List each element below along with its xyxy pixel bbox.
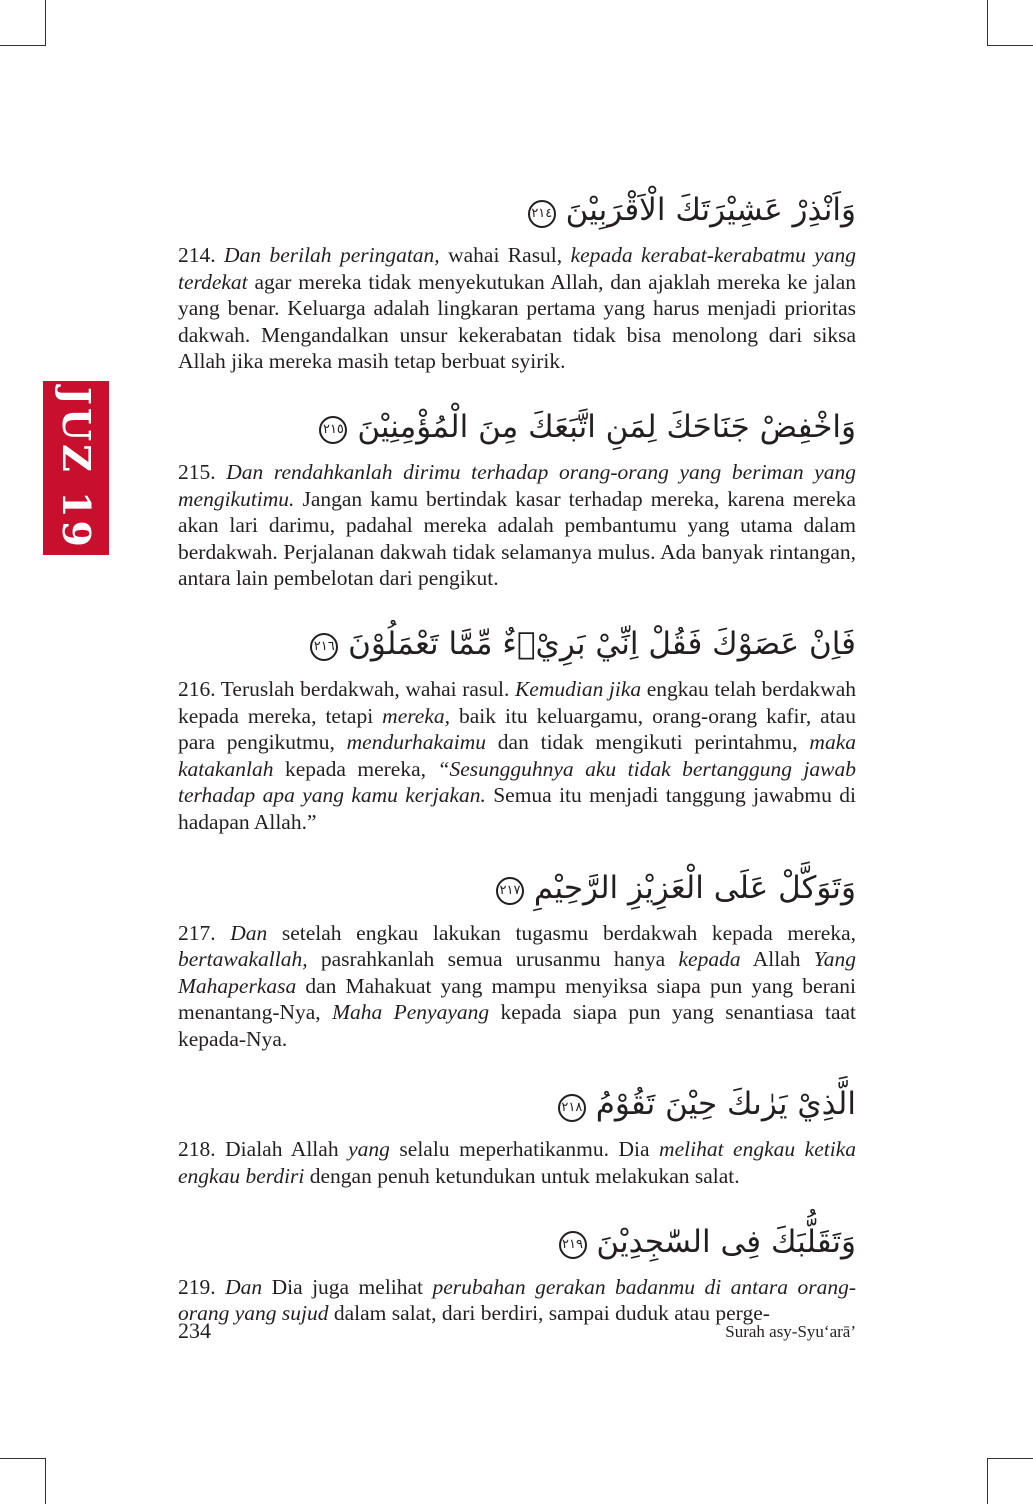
- translation-italic-segment: maka katakanlah: [178, 730, 856, 781]
- juz-tab: [43, 381, 109, 555]
- translation-segment: 215.: [178, 459, 227, 484]
- verse-number-badge: ٢١٤: [528, 200, 556, 228]
- verse-translation: [178, 459, 856, 592]
- verse-list: [178, 178, 856, 1347]
- arabic-verse-text: وَاَنْذِرْ عَشِيْرَتَكَ الْاَقْرَبِيْنَ: [565, 192, 856, 228]
- verse-translation: [178, 676, 856, 836]
- translation-segment: Dia juga melihat: [262, 1274, 433, 1299]
- verse-translation: [178, 1274, 856, 1327]
- translation-italic-segment: Dan: [225, 1274, 263, 1299]
- translation-segment: dengan penuh ketundukan untuk melakukan salat.: [304, 1164, 740, 1189]
- arabic-verse: [178, 856, 856, 920]
- translation-segment: 217.: [178, 920, 231, 945]
- crop-mark: [987, 45, 1033, 46]
- verse-block: [178, 856, 856, 1053]
- verse-block: [178, 178, 856, 375]
- translation-segment: baik itu keluargamu, orang-orang kafir, atau para pengikutmu,: [178, 703, 856, 755]
- translation-italic-segment: Maha Penyayang: [332, 1000, 490, 1025]
- verse-block: [178, 1072, 856, 1189]
- crop-mark: [45, 0, 46, 46]
- crop-mark: [45, 1458, 46, 1504]
- translation-segment: 216. Teruslah berdakwah, wahai rasul.: [178, 676, 515, 701]
- translation-italic-segment: Dan rendahkanlah dirimu terhadap orang-orang yang beriman yang mengikutimu.: [178, 459, 856, 511]
- juz-label: JUZ 19: [53, 386, 99, 550]
- translation-italic-segment: “Sesungguhnya aku tidak bertanggung jawab terhadap apa yang kamu kerjakan.: [178, 756, 857, 808]
- crop-mark: [987, 0, 988, 46]
- translation-segment: kepada mereka,: [273, 756, 438, 781]
- translation-italic-segment: perubahan gerakan badanmu di antara orang-orang yang sujud: [178, 1274, 857, 1326]
- translation-italic-segment: mereka,: [382, 703, 451, 728]
- crop-mark: [0, 1458, 46, 1459]
- arabic-verse: [178, 395, 856, 459]
- translation-italic-segment: Kemudian jika: [514, 676, 642, 701]
- translation-segment: dan Mahakuat yang mampu menyiksa siapa pun yang berani menantang-Nya,: [178, 973, 856, 1025]
- translation-italic-segment: melihat engkau ketika engkau berdiri: [178, 1137, 856, 1189]
- verse-translation: [178, 1136, 856, 1189]
- translation-italic-segment: kepada kerabat-kerabatmu yang terdekat: [178, 243, 857, 294]
- translation-italic-segment: mendurhakaimu: [346, 730, 486, 755]
- arabic-verse: [178, 612, 856, 676]
- page-number: 234: [178, 1318, 211, 1343]
- arabic-verse: [178, 178, 856, 242]
- translation-italic-segment: bertawakallah,: [178, 947, 308, 972]
- translation-segment: dalam salat, dari berdiri, sampai duduk atau perge-: [328, 1301, 770, 1326]
- translation-segment: pasrahkanlah semua urusanmu hanya: [307, 947, 679, 972]
- verse-block: [178, 612, 856, 836]
- translation-italic-segment: kepada: [678, 947, 741, 972]
- translation-segment: setelah engkau lakukan tugasmu berdakwah kepada mereka,: [267, 920, 856, 945]
- crop-mark: [987, 1458, 988, 1504]
- verse-block: [178, 395, 856, 592]
- verse-number-badge: ٢١٨: [558, 1094, 586, 1122]
- verse-block: [178, 1210, 856, 1327]
- verse-number-badge: ٢١٩: [559, 1231, 587, 1259]
- translation-italic-segment: Yang Mahaperkasa: [178, 947, 856, 998]
- translation-segment: 214.: [178, 243, 225, 267]
- translation-segment: wahai Rasul,: [439, 243, 571, 267]
- translation-segment: 218. Dialah Allah: [178, 1137, 349, 1162]
- translation-segment: agar mereka tidak menyekutukan Allah, dan ajaklah mereka ke jalan yang benar. Keluarga adalah lingkaran pertama yang harus menjadi prioritas dakwah. Mengandalkan unsur kekerabatan tidak bisa menolong dari siksa Allah jika mereka masih tetap berbuat syirik.: [178, 269, 856, 374]
- arabic-verse-text: وَتَوَكَّلْ عَلَى الْعَزِيْزِ الرَّحِيْمِ: [533, 869, 856, 906]
- crop-mark: [0, 45, 46, 46]
- crop-mark: [987, 1458, 1033, 1459]
- translation-segment: Semua itu menjadi tanggung jawabmu di hadapan Allah.”: [178, 783, 856, 834]
- translation-segment: selalu meperhatikanmu. Dia: [389, 1137, 660, 1162]
- translation-segment: engkau telah berdakwah kepada mereka, tetapi: [178, 676, 856, 728]
- translation-italic-segment: Dan berilah peringatan,: [224, 243, 440, 267]
- verse-translation: [178, 920, 856, 1053]
- translation-italic-segment: Dan: [230, 920, 268, 945]
- arabic-verse-text: الَّذِيْ يَرٰىكَ حِيْنَ تَقُوْمُ: [595, 1086, 856, 1123]
- translation-segment: Allah: [740, 947, 814, 972]
- translation-segment: 219.: [178, 1274, 226, 1299]
- arabic-verse: [178, 1210, 856, 1274]
- verse-translation: [178, 242, 856, 375]
- translation-segment: kepada siapa pun yang senantiasa taat kepada-Nya.: [178, 1000, 857, 1051]
- verse-number-badge: ٢١٦: [310, 633, 338, 661]
- translation-segment: Jangan kamu bertindak kasar terhadap mereka, karena mereka akan lari darimu, padahal mereka adalah pembantumu yang utama dalam berdakwah. Perjalanan dakwah tidak selamanya mulus. Ada banyak rintangan, antara lain pembelotan dari pengikut.: [178, 486, 856, 591]
- verse-number-badge: ٢١٥: [319, 416, 347, 444]
- arabic-verse-text: وَاخْفِضْ جَنَاحَكَ لِمَنِ اتَّبَعَكَ مِنَ الْمُؤْمِنِيْنَ: [357, 408, 856, 445]
- translation-segment: dan tidak mengikuti perintahmu,: [486, 730, 810, 755]
- running-head: Surah asy-Syu‘arā’: [725, 1322, 856, 1341]
- translation-italic-segment: yang: [348, 1137, 390, 1162]
- arabic-verse: [178, 1072, 856, 1136]
- arabic-verse-text: فَاِنْ عَصَوْكَ فَقُلْ اِنِّيْ بَرِيْۤءٌ مِّمَّا تَعْمَلُوْنَ: [348, 625, 856, 662]
- verse-number-badge: ٢١٧: [496, 877, 524, 905]
- arabic-verse-text: وَتَقَلُّبَكَ فِى السّٰجِدِيْنَ: [596, 1223, 856, 1260]
